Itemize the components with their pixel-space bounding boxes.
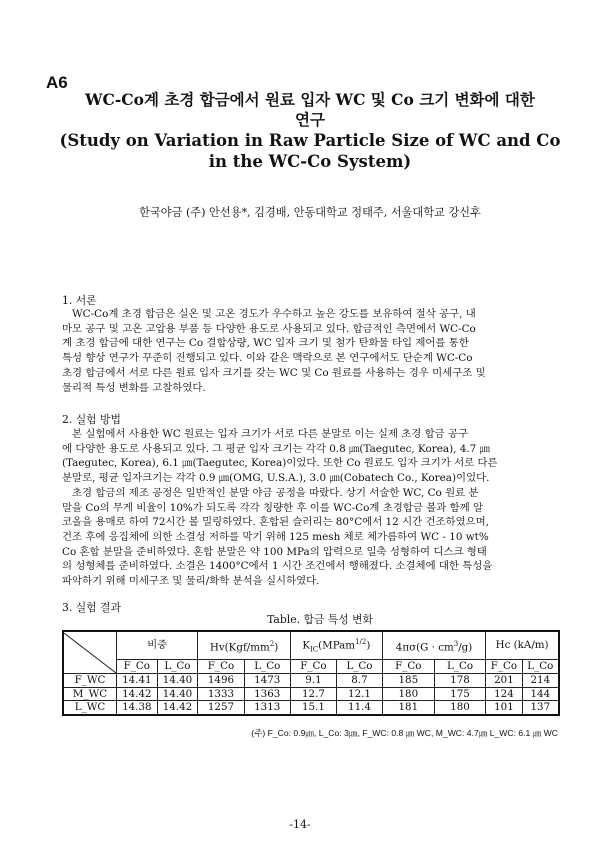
table-cell: 15.1	[290, 701, 336, 715]
table-subheader-row	[63, 660, 559, 674]
intro-paragraph	[62, 307, 562, 395]
table-cell: 12.1	[337, 687, 383, 701]
table-cell: 1257	[198, 701, 244, 715]
text-line: 파악하기 위해 미세구조 및 물리/화학 분석을 실시하였다.	[62, 575, 320, 588]
table-cell: 178	[434, 674, 485, 688]
text-line: 말을 Co의 무게 비율이 10%가 되도록 각각 칭량한 후 이를 WC-Co계 초경합금 볼과 함께 알	[62, 501, 484, 514]
text-line: 계 초경 합금에 대한 연구는 Co 결합상량, WC 입자 크기 및 첨가 탄화물 타입 제어를 통한	[62, 337, 469, 350]
row-label: L_WC	[63, 701, 117, 715]
table-cell: 9.1	[290, 674, 336, 688]
table-cell: 11.4	[337, 701, 383, 715]
corner-cell	[63, 631, 117, 674]
subheader-cell: L_Co	[522, 660, 559, 674]
text-line: 초경 합금의 제조 공정은 일반적인 분말 야금 공정을 따랐다. 상기 서술한 WC, Co 원료 분	[72, 486, 479, 499]
subheader-cell: L_Co	[157, 660, 198, 674]
authors: 한국야금 (주) 안선용*, 김경배, 안동대학교 정태주, 서울대학교 강신후	[139, 206, 481, 219]
table-cell: 14.42	[157, 701, 198, 715]
abstract-label: A6	[46, 73, 68, 92]
table-cell: 1496	[198, 674, 244, 688]
results-heading: 3. 실험 결과	[62, 601, 121, 614]
properties-table	[62, 630, 560, 716]
method-heading: 2. 실험 방법	[62, 413, 121, 426]
subheader-cell: L_Co	[337, 660, 383, 674]
row-label: F_WC	[63, 674, 117, 688]
table-cell: 185	[382, 674, 434, 688]
text-line: 특성 향상 연구가 꾸준히 진행되고 있다. 이와 같은 맥락으로 본 연구에서도 단순계 WC-Co	[62, 352, 473, 365]
title-english-line-1: (Study on Variation in Raw Particle Size of WC and Co	[59, 131, 561, 150]
text-line: (Taegutec, Korea), 6.1 ㎛(Taegutec, Korea)이었다. 또한 Co 원료도 입자 크기가 서로 다른	[62, 457, 498, 470]
table-cell: 1333	[198, 687, 244, 701]
table-cell: 214	[522, 674, 559, 688]
table-row	[63, 674, 559, 688]
text-line: 초경 합금에서 서로 다른 원료 입자 크기를 갖는 WC 및 Co 원료를 사용하는 경우 미세구조 및	[62, 366, 486, 379]
text-line: 물리적 특성 변화를 고찰하였다.	[62, 381, 206, 394]
table-cell: 175	[434, 687, 485, 701]
table-cell: 14.38	[117, 701, 158, 715]
text-line: Co 혼합 분말을 준비하였다. 혼합 분말은 약 100 MPa의 압력으로 일축 성형하여 디스크 형태	[62, 545, 487, 558]
table-cell: 14.40	[157, 687, 198, 701]
table-cell: 181	[382, 701, 434, 715]
subheader-cell: F_Co	[117, 660, 158, 674]
table-cell: 180	[434, 701, 485, 715]
table-cell: 14.41	[117, 674, 158, 688]
group-header: Hc (kA/m)	[486, 631, 559, 660]
text-line: 마모 공구 및 고온 고압용 부품 등 다양한 용도로 사용되고 있다. 합금적인 측면에서 WC-Co	[62, 322, 476, 335]
table-row	[63, 687, 559, 701]
table-cell: 1363	[244, 687, 290, 701]
subheader-cell: L_Co	[244, 660, 290, 674]
subheader-cell: L_Co	[434, 660, 485, 674]
table-cell: 8.7	[337, 674, 383, 688]
text-line: 건조 후에 응집체에 의한 소결성 저하를 막기 위해 125 mesh 체로 체가름하여 WC - 10 wt%	[62, 530, 489, 543]
text-line: 의 성형체를 준비하였다. 소결은 1400°C에서 1 시간 조건에서 행해졌다. 소결체에 대한 특성을	[62, 560, 493, 573]
table-cell: 1473	[244, 674, 290, 688]
diagonal-line	[64, 633, 116, 673]
table-header-row	[63, 631, 559, 660]
table-caption: Table. 합금 특성 변화	[267, 613, 373, 626]
table-cell: 144	[522, 687, 559, 701]
subheader-cell: F_Co	[382, 660, 434, 674]
group-header: $Hv(Kgf/mm^2)$	[198, 631, 291, 660]
text-line: WC-Co계 초경 합금은 실온 및 고온 경도가 우수하고 높은 강도를 보유하여 절삭 공구, 내	[72, 308, 476, 320]
group-header: $K_{IC}(MPam^{1/2})$	[290, 631, 382, 660]
title-korean-line-2: 연구	[295, 110, 325, 129]
table-row	[63, 701, 559, 715]
table-cell: 137	[522, 701, 559, 715]
table-cell: 1313	[244, 701, 290, 715]
group-header: $4\pi\sigma(G \cdot cm^3/g)$	[382, 631, 485, 660]
table-cell: 101	[486, 701, 522, 715]
table-cell: 14.42	[117, 687, 158, 701]
table-cell: 201	[486, 674, 522, 688]
method-paragraph	[62, 427, 562, 589]
text-line: 코올을 용매로 하여 72시간 볼 밀링하였다. 혼합된 슬러리는 80°C에서 12 시간 건조하였으며,	[62, 516, 489, 529]
text-line: 분말로, 평균 입자크기는 각각 0.9 ㎛(OMG, U.S.A.), 3.0 ㎛(Cobatech Co., Korea)이었다.	[62, 472, 490, 485]
text-line: 본 실험에서 사용한 WC 원료는 입자 크기가 서로 다른 분말로 이는 실제 초경 합금 공구	[72, 428, 469, 440]
title-english-line-2: in the WC-Co System)	[208, 152, 412, 171]
row-label: M_WC	[63, 687, 117, 701]
table-note: (주) F_Co: 0.9㎛, L_Co: 3㎛, F_WC: 0.8 ㎛ WC, M_WC: 4.7㎛ L_WC: 6.1 ㎛ WC	[251, 728, 558, 738]
table-cell: 180	[382, 687, 434, 701]
group-header: 비중	[117, 631, 198, 660]
table-cell: 12.7	[290, 687, 336, 701]
text-line: 에 다양한 용도로 사용되고 있다. 그 평균 입자 크기는 각각 0.8 ㎛(Taegutec, Korea), 4.7 ㎛	[62, 442, 490, 455]
subheader-cell: F_Co	[290, 660, 336, 674]
page-number: -14-	[289, 818, 311, 831]
table-cell: 14.40	[157, 674, 198, 688]
subheader-cell: F_Co	[486, 660, 522, 674]
subheader-cell: F_Co	[198, 660, 244, 674]
title-korean-line-1: WC-Co계 초경 합금에서 원료 입자 WC 및 Co 크기 변화에 대한	[85, 90, 535, 109]
intro-heading: 1. 서론	[62, 294, 97, 307]
table-cell: 124	[486, 687, 522, 701]
